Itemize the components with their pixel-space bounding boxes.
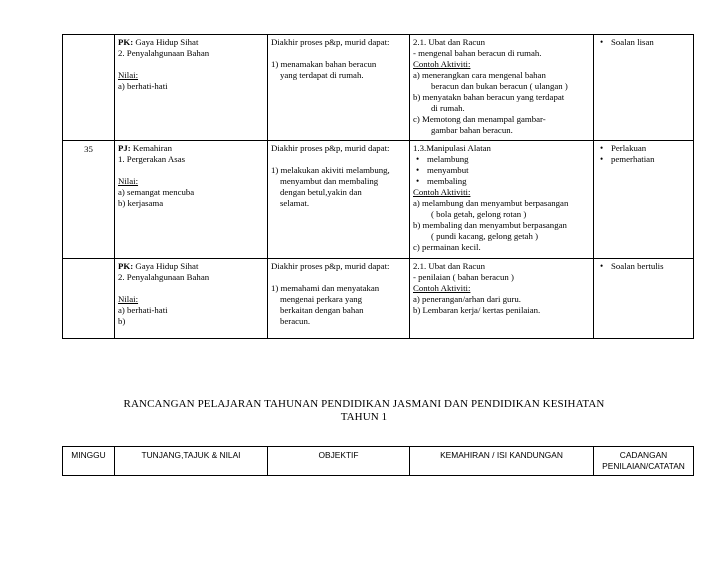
assessment-cell <box>594 259 694 339</box>
text-line: a) berhati-hati <box>118 81 168 91</box>
header-week: MINGGU <box>63 447 115 476</box>
text-line: selamat. <box>280 198 310 208</box>
header-table <box>62 446 694 476</box>
bullet-item: • Soalan bertulis <box>597 261 690 272</box>
spacer <box>271 272 406 283</box>
text-line: a) penerangan/arhan dari guru. <box>413 294 521 304</box>
strand-code: PJ: <box>118 143 131 153</box>
bullet-item: • menyambut <box>413 165 590 176</box>
text-line: b) kerjasama <box>118 198 164 208</box>
section-label: Contoh Aktiviti: <box>413 59 471 69</box>
text-line: b) membaling dan menyambut berpasangan <box>413 220 567 230</box>
header-row <box>63 447 694 476</box>
header-assessment-line1: CADANGAN <box>619 450 668 460</box>
header-assessment-line2: PENILAIAN/CATATAN <box>602 461 685 471</box>
text-line: beracun dan bukan beracun ( ulangan ) <box>431 81 568 91</box>
week-cell <box>63 259 115 339</box>
text-line: 1.3.Manipulasi Alatan <box>413 143 491 153</box>
text-line: b) menyatakn bahan beracun yang terdapat <box>413 92 565 102</box>
strand-code: PK: <box>118 261 134 271</box>
document-title: RANCANGAN PELAJARAN TAHUNAN PENDIDIKAN JASMANI DAN PENDIDIKAN KESIHATAN <box>123 398 605 410</box>
text-line: - mengenal bahan beracun di rumah. <box>413 48 542 58</box>
objective-cell <box>268 35 410 141</box>
text-line: ( pundi kacang, gelong getah ) <box>431 231 538 241</box>
skills-cell <box>410 259 594 339</box>
text-line: a) melambung dan menyambut berpasangan <box>413 198 569 208</box>
text-line: a) semangat mencuba <box>118 187 195 197</box>
text-line: 2. Penyalahgunaan Bahan <box>118 48 210 58</box>
spacer <box>118 59 264 70</box>
topic-cell <box>115 259 268 339</box>
week-cell: 35 <box>63 141 115 259</box>
text-line: b) <box>118 316 126 326</box>
strand-code: PK: <box>118 37 134 47</box>
section-label: Contoh Aktiviti: <box>413 283 471 293</box>
topic-cell <box>115 141 268 259</box>
assessment-cell <box>594 141 694 259</box>
bullet-item: • pemerhatian <box>597 154 690 165</box>
header-assessment <box>594 447 694 476</box>
table-row <box>63 141 694 259</box>
text-line: 1) menamakan bahan beracun <box>271 59 377 69</box>
header-skills: KEMAHIRAN / ISI KANDUNGAN <box>410 447 594 476</box>
section-label: Nilai: <box>118 294 139 304</box>
section-label: Nilai: <box>118 70 139 80</box>
week-cell <box>63 35 115 141</box>
text-line: menyambut dan membaling <box>280 176 379 186</box>
strand-label: PJ: Kemahiran <box>118 143 172 153</box>
assessment-cell <box>594 35 694 141</box>
bullet-item: • Soalan lisan <box>597 37 690 48</box>
text-line: dengan betul,yakin dan <box>280 187 362 197</box>
lesson-plan-body <box>63 35 694 339</box>
text-line: mengenai perkara yang <box>280 294 363 304</box>
text-line: ( bola getah, gelong rotan ) <box>431 209 527 219</box>
text-line: - penilaian ( bahan beracun ) <box>413 272 514 282</box>
document-subtitle: TAHUN 1 <box>340 411 388 423</box>
spacer <box>271 154 406 165</box>
bullet-item: • membaling <box>413 176 590 187</box>
skills-cell <box>410 141 594 259</box>
lesson-plan-table <box>62 34 694 339</box>
text-line: 1) melakukan akiviti melambung, <box>271 165 390 175</box>
text-line: yang terdapat di rumah. <box>280 70 364 80</box>
text-line: beracun. <box>280 316 311 326</box>
text-line: Diakhir proses p&p, murid dapat: <box>271 261 390 271</box>
spacer <box>271 48 406 59</box>
text-line: 1. Pergerakan Asas <box>118 154 186 164</box>
header-objective: OBJEKTIF <box>268 447 410 476</box>
text-line: di rumah. <box>431 103 465 113</box>
objective-cell <box>268 141 410 259</box>
text-line: c) Memotong dan menampal gambar- <box>413 114 546 124</box>
text-line: Diakhir proses p&p, murid dapat: <box>271 37 390 47</box>
header-topic: TUNJANG,TAJUK & NILAI <box>115 447 268 476</box>
text-line: gambar bahan beracun. <box>431 125 513 135</box>
strand-label: PK: Gaya Hidup Sihat <box>118 261 199 271</box>
table-row <box>63 259 694 339</box>
spacer <box>118 165 264 176</box>
section-label: Nilai: <box>118 176 139 186</box>
strand-label: PK: Gaya Hidup Sihat <box>118 37 199 47</box>
table-row <box>63 35 694 141</box>
skills-cell <box>410 35 594 141</box>
text-line: berkaitan dengan bahan <box>280 305 364 315</box>
text-line: 2.1. Ubat dan Racun <box>413 37 486 47</box>
text-line: c) permainan kecil. <box>413 242 481 252</box>
text-line: 2.1. Ubat dan Racun <box>413 261 486 271</box>
objective-cell <box>268 259 410 339</box>
bullet-item: • melambung <box>413 154 590 165</box>
text-line: Diakhir proses p&p, murid dapat: <box>271 143 390 153</box>
text-line: 2. Penyalahgunaan Bahan <box>118 272 210 282</box>
text-line: a) menerangkan cara mengenal bahan <box>413 70 546 80</box>
text-line: a) berhati-hati <box>118 305 168 315</box>
spacer <box>118 283 264 294</box>
bullet-item: • Perlakuan <box>597 143 690 154</box>
text-line: 1) memahami dan menyatakan <box>271 283 380 293</box>
text-line: b) Lembaran kerja/ kertas penilaian. <box>413 305 541 315</box>
topic-cell <box>115 35 268 141</box>
section-label: Contoh Aktiviti: <box>413 187 471 197</box>
